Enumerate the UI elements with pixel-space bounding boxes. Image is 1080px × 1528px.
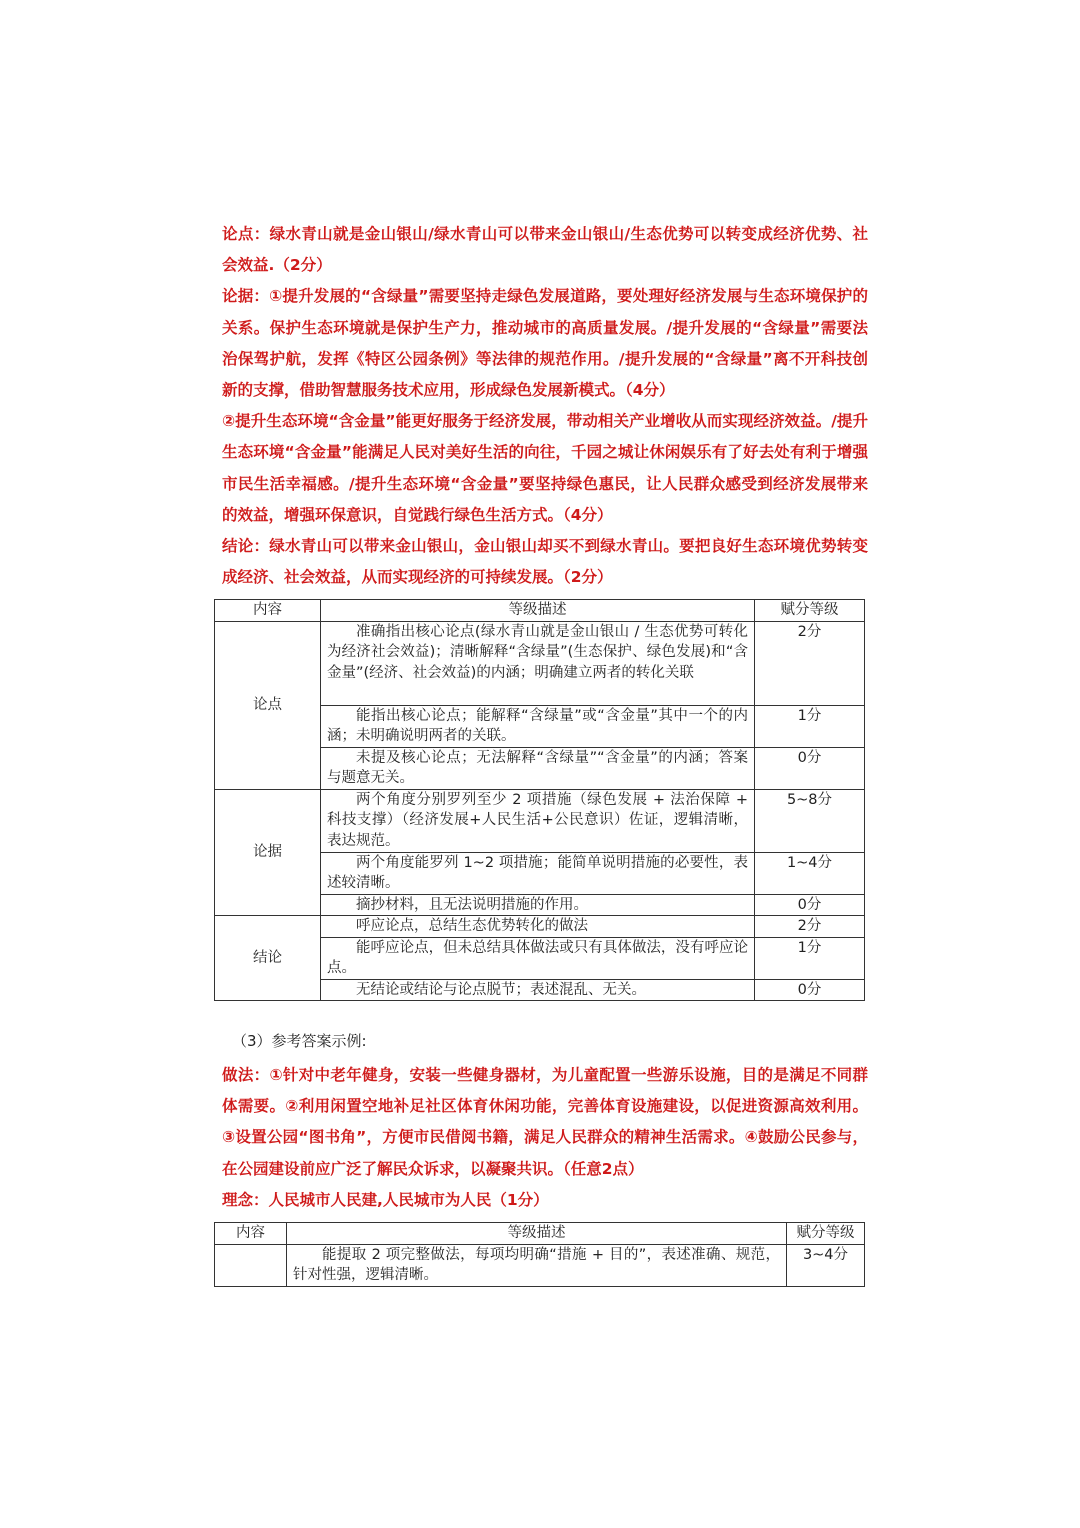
row-label xyxy=(215,1244,287,1286)
answer-section-3 xyxy=(222,1060,868,1216)
header-content: 内容 xyxy=(215,600,321,622)
row-description: 能指出核心论点；能解释“含绿量”或“含金量”其中一个的内涵；未明确说明两者的关联。 xyxy=(321,705,755,747)
row-score: 1~4分 xyxy=(755,852,865,894)
group-label-conclusion: 结论 xyxy=(215,916,321,1001)
conclusion-paragraph: 结论：绿水青山可以带来金山银山，金山银山却买不到绿水青山。要把良好生态环境优势转变成经济、社会效益，从而实现经济的可持续发展。（2分） xyxy=(222,537,868,587)
row-description: 两个角度分别罗列至少 2 项措施（绿色发展 + 法治保障 + 科技支撑）（经济发展+人民生活+公民意识）佐证，逻辑清晰，表达规范。 xyxy=(321,789,755,852)
grading-table-2 xyxy=(214,1222,865,1287)
group-label-evidence: 论据 xyxy=(215,789,321,916)
table-row xyxy=(215,916,865,938)
thesis-paragraph: 论点：绿水青山就是金山银山/绿水青山可以带来金山银山/生态优势可以转变成经济优势、社会效益.（2分） xyxy=(222,225,868,275)
header-score: 赋分等级 xyxy=(755,600,865,622)
row-score: 3~4分 xyxy=(787,1244,865,1286)
answer-section-1 xyxy=(222,219,868,593)
row-description: 两个角度能罗列 1~2 项措施；能简单说明措施的必要性，表述较清晰。 xyxy=(321,852,755,894)
row-description: 摘抄材料，且无法说明措施的作用。 xyxy=(321,894,755,916)
row-score: 5~8分 xyxy=(755,789,865,852)
row-score: 0分 xyxy=(755,979,865,1001)
concept-paragraph: 理念：人民城市人民建,人民城市为人民（1分） xyxy=(222,1190,549,1209)
table-header-row xyxy=(215,600,865,622)
header-score: 赋分等级 xyxy=(787,1223,865,1245)
table-row xyxy=(215,621,865,705)
row-score: 2分 xyxy=(755,621,865,705)
header-description: 等级描述 xyxy=(321,600,755,622)
group-label-thesis: 论点 xyxy=(215,621,321,789)
evidence-paragraph-1: 论据：①提升发展的“含绿量”需要坚持走绿色发展道路，要处理好经济发展与生态环境保护的关系。保护生态环境就是保护生产力，推动城市的高质量发展。/提升发展的“含绿量”需要法治保驾护航，发挥《特区公园条例》等法律的规范作用。/提升发展的“含绿量”离不开科技创新的支撑，借助智慧服务技术应用，形成绿色发展新模式。（4分） xyxy=(222,287,868,400)
row-description: 能提取 2 项完整做法，每项均明确“措施 + 目的”，表述准确、规范，针对性强，逻辑清晰。 xyxy=(287,1244,787,1286)
row-score: 0分 xyxy=(755,747,865,789)
row-score: 0分 xyxy=(755,894,865,916)
row-score: 2分 xyxy=(755,916,865,938)
row-score: 1分 xyxy=(755,705,865,747)
table-row xyxy=(215,789,865,852)
method-paragraph: 做法：①针对中老年健身，安装一些健身器材，为儿童配置一些游乐设施，目的是满足不同群体需要。②利用闲置空地补足社区体育休闲功能，完善体育设施建设，以促进资源高效利用。③设置公园“图书角”，方便市民借阅书籍，满足人民群众的精神生活需求。④鼓励公民参与，在公园建设前应广泛了解民众诉求，以凝聚共识。（任意2点） xyxy=(222,1066,868,1178)
section-3-intro: （3）参考答案示例: xyxy=(232,1032,367,1050)
header-description: 等级描述 xyxy=(287,1223,787,1245)
table-row xyxy=(215,1244,865,1286)
row-description: 未提及核心论点；无法解释“含绿量”“含金量”的内涵；答案与题意无关。 xyxy=(321,747,755,789)
row-description: 呼应论点，总结生态优势转化的做法 xyxy=(321,916,755,938)
header-content: 内容 xyxy=(215,1223,287,1245)
row-score: 1分 xyxy=(755,937,865,979)
row-description: 准确指出核心论点(绿水青山就是金山银山 / 生态优势可转化为经济社会效益)；清晰解释“含绿量”(生态保护、绿色发展)和“含金量”(经济、社会效益)的内涵；明确建立两者的转化关联 xyxy=(321,621,755,705)
evidence-paragraph-2: ②提升生态环境“含金量”能更好服务于经济发展，带动相关产业增收从而实现经济效益。/提升生态环境“含金量”能满足人民对美好生活的向往，千园之城让休闲娱乐有了好去处有利于增强市民生活幸福感。/提升生态环境“含金量”要坚持绿色惠民，让人民群众感受到经济发展带来的效益，增强环保意识，自觉践行绿色生活方式。（4分） xyxy=(222,412,868,524)
row-description: 无结论或结论与论点脱节；表述混乱、无关。 xyxy=(321,979,755,1001)
grading-table-1 xyxy=(214,599,865,1001)
row-description: 能呼应论点，但未总结具体做法或只有具体做法，没有呼应论点。 xyxy=(321,937,755,979)
table-header-row xyxy=(215,1223,865,1245)
